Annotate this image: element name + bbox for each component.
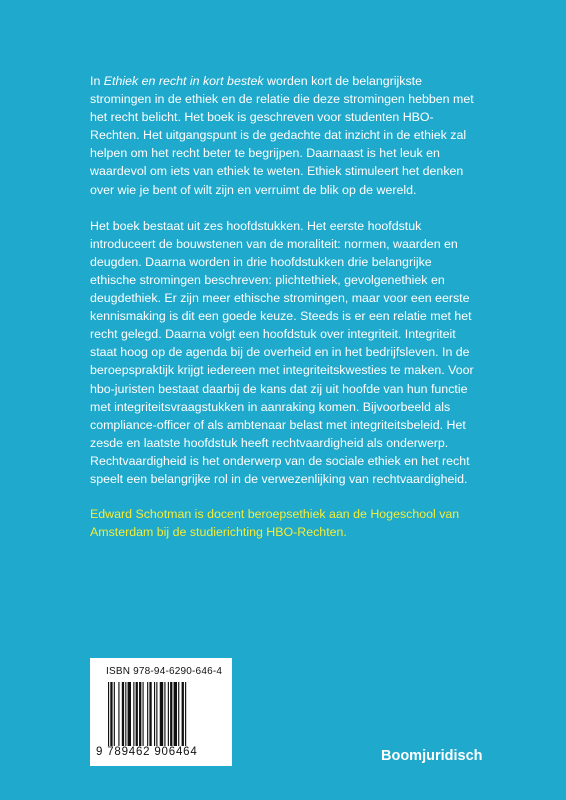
author-note: Edward Schotman is docent beroepsethiek aan de Hogeschool van Amsterdam bij de studierichting HBO-Rechten. xyxy=(90,507,460,539)
barcode-bar xyxy=(154,682,155,746)
book-title-inline: Ethiek en recht in kort bestek xyxy=(103,74,264,88)
barcode-bar xyxy=(139,682,141,746)
barcode-bar xyxy=(168,682,169,746)
barcode-bar xyxy=(143,682,144,746)
ean-digits: 9 789462 906464 xyxy=(96,746,198,758)
blurb-prefix: In xyxy=(90,74,104,88)
barcode-bar xyxy=(118,682,119,746)
barcode-bar xyxy=(185,682,186,746)
barcode-bar xyxy=(122,682,124,746)
barcode-bar xyxy=(133,682,134,746)
barcode-bar xyxy=(110,682,112,746)
barcode-bar xyxy=(114,682,115,746)
barcode-bar xyxy=(128,682,131,746)
barcode-bar xyxy=(108,682,109,746)
barcode-bar xyxy=(170,682,172,746)
isbn-barcode xyxy=(90,658,232,766)
blurb-paragraph-1-text: worden kort de belangrijkste stromingen in de ethiek en de relatie die deze stromingen hebben met het recht belicht. Het boek is geschreven voor studenten HBO-Rechten. Het uitgangspunt is de gedachte dat inzicht in de ethiek zal helpen om het recht beter te begrijpen. Daarnaast is het leuk en waardevol om iets van ethiek te weten. Ethiek stimuleert het denken over wie je bent of wilt zijn en verruimt de blik op de wereld. xyxy=(90,74,474,197)
barcode-bar xyxy=(125,682,126,746)
back-cover-blurb xyxy=(90,72,480,506)
barcode-bar xyxy=(160,682,163,746)
publisher-logo: Boomjuridisch xyxy=(381,748,483,764)
barcode-bars xyxy=(108,682,224,746)
isbn-label: ISBN 978-94-6290-646-4 xyxy=(106,666,223,677)
barcode-bar xyxy=(178,682,179,746)
barcode-bar xyxy=(164,682,165,746)
blurb-paragraph-2: Het boek bestaat uit zes hoofdstukken. Het eerste hoofdstuk introduceert de bouwstenen van de moraliteit: normen, waarden en deugden. Daarna worden in drie hoofdstukken drie belangrijke ethische stromingen beschreven: plichtethiek, gevolgenethiek en deugdethiek. Er zijn meer ethische stromingen, maar voor een eerste kennismaking is dit een goede keuze. Steeds is er een relatie met het recht gelegd. Daarna volgt een hoofdstuk over integriteit. Integriteit staat hoog op de agenda bij de overheid en in het bedrijfsleven. In de beroepspraktijk krijgt iedereen met integriteitskwesties te maken. Voor hbo-juristen bestaat daarbij de kans dat zij uit hoofde van hun functie met integriteitsvraagstukken in aanraking komen. Bijvoorbeeld als compliance-officer of als ambtenaar belast met integriteitsbeleid. Het zesde en laatste hoofdstuk heeft rechtvaardigheid als onderwerp. Rechtvaardigheid is het onderwerp van de sociale ethiek en het recht speelt een belangrijke rol in de verwezenlijking van rechtvaardigheid. xyxy=(90,218,474,486)
barcode-bar xyxy=(156,682,157,746)
barcode-bar xyxy=(182,682,184,746)
barcode-bar xyxy=(147,682,148,746)
blurb-paragraph-1 xyxy=(90,72,480,199)
barcode-bar xyxy=(136,682,138,746)
barcode-bar xyxy=(174,682,177,746)
barcode-bar xyxy=(149,682,151,746)
